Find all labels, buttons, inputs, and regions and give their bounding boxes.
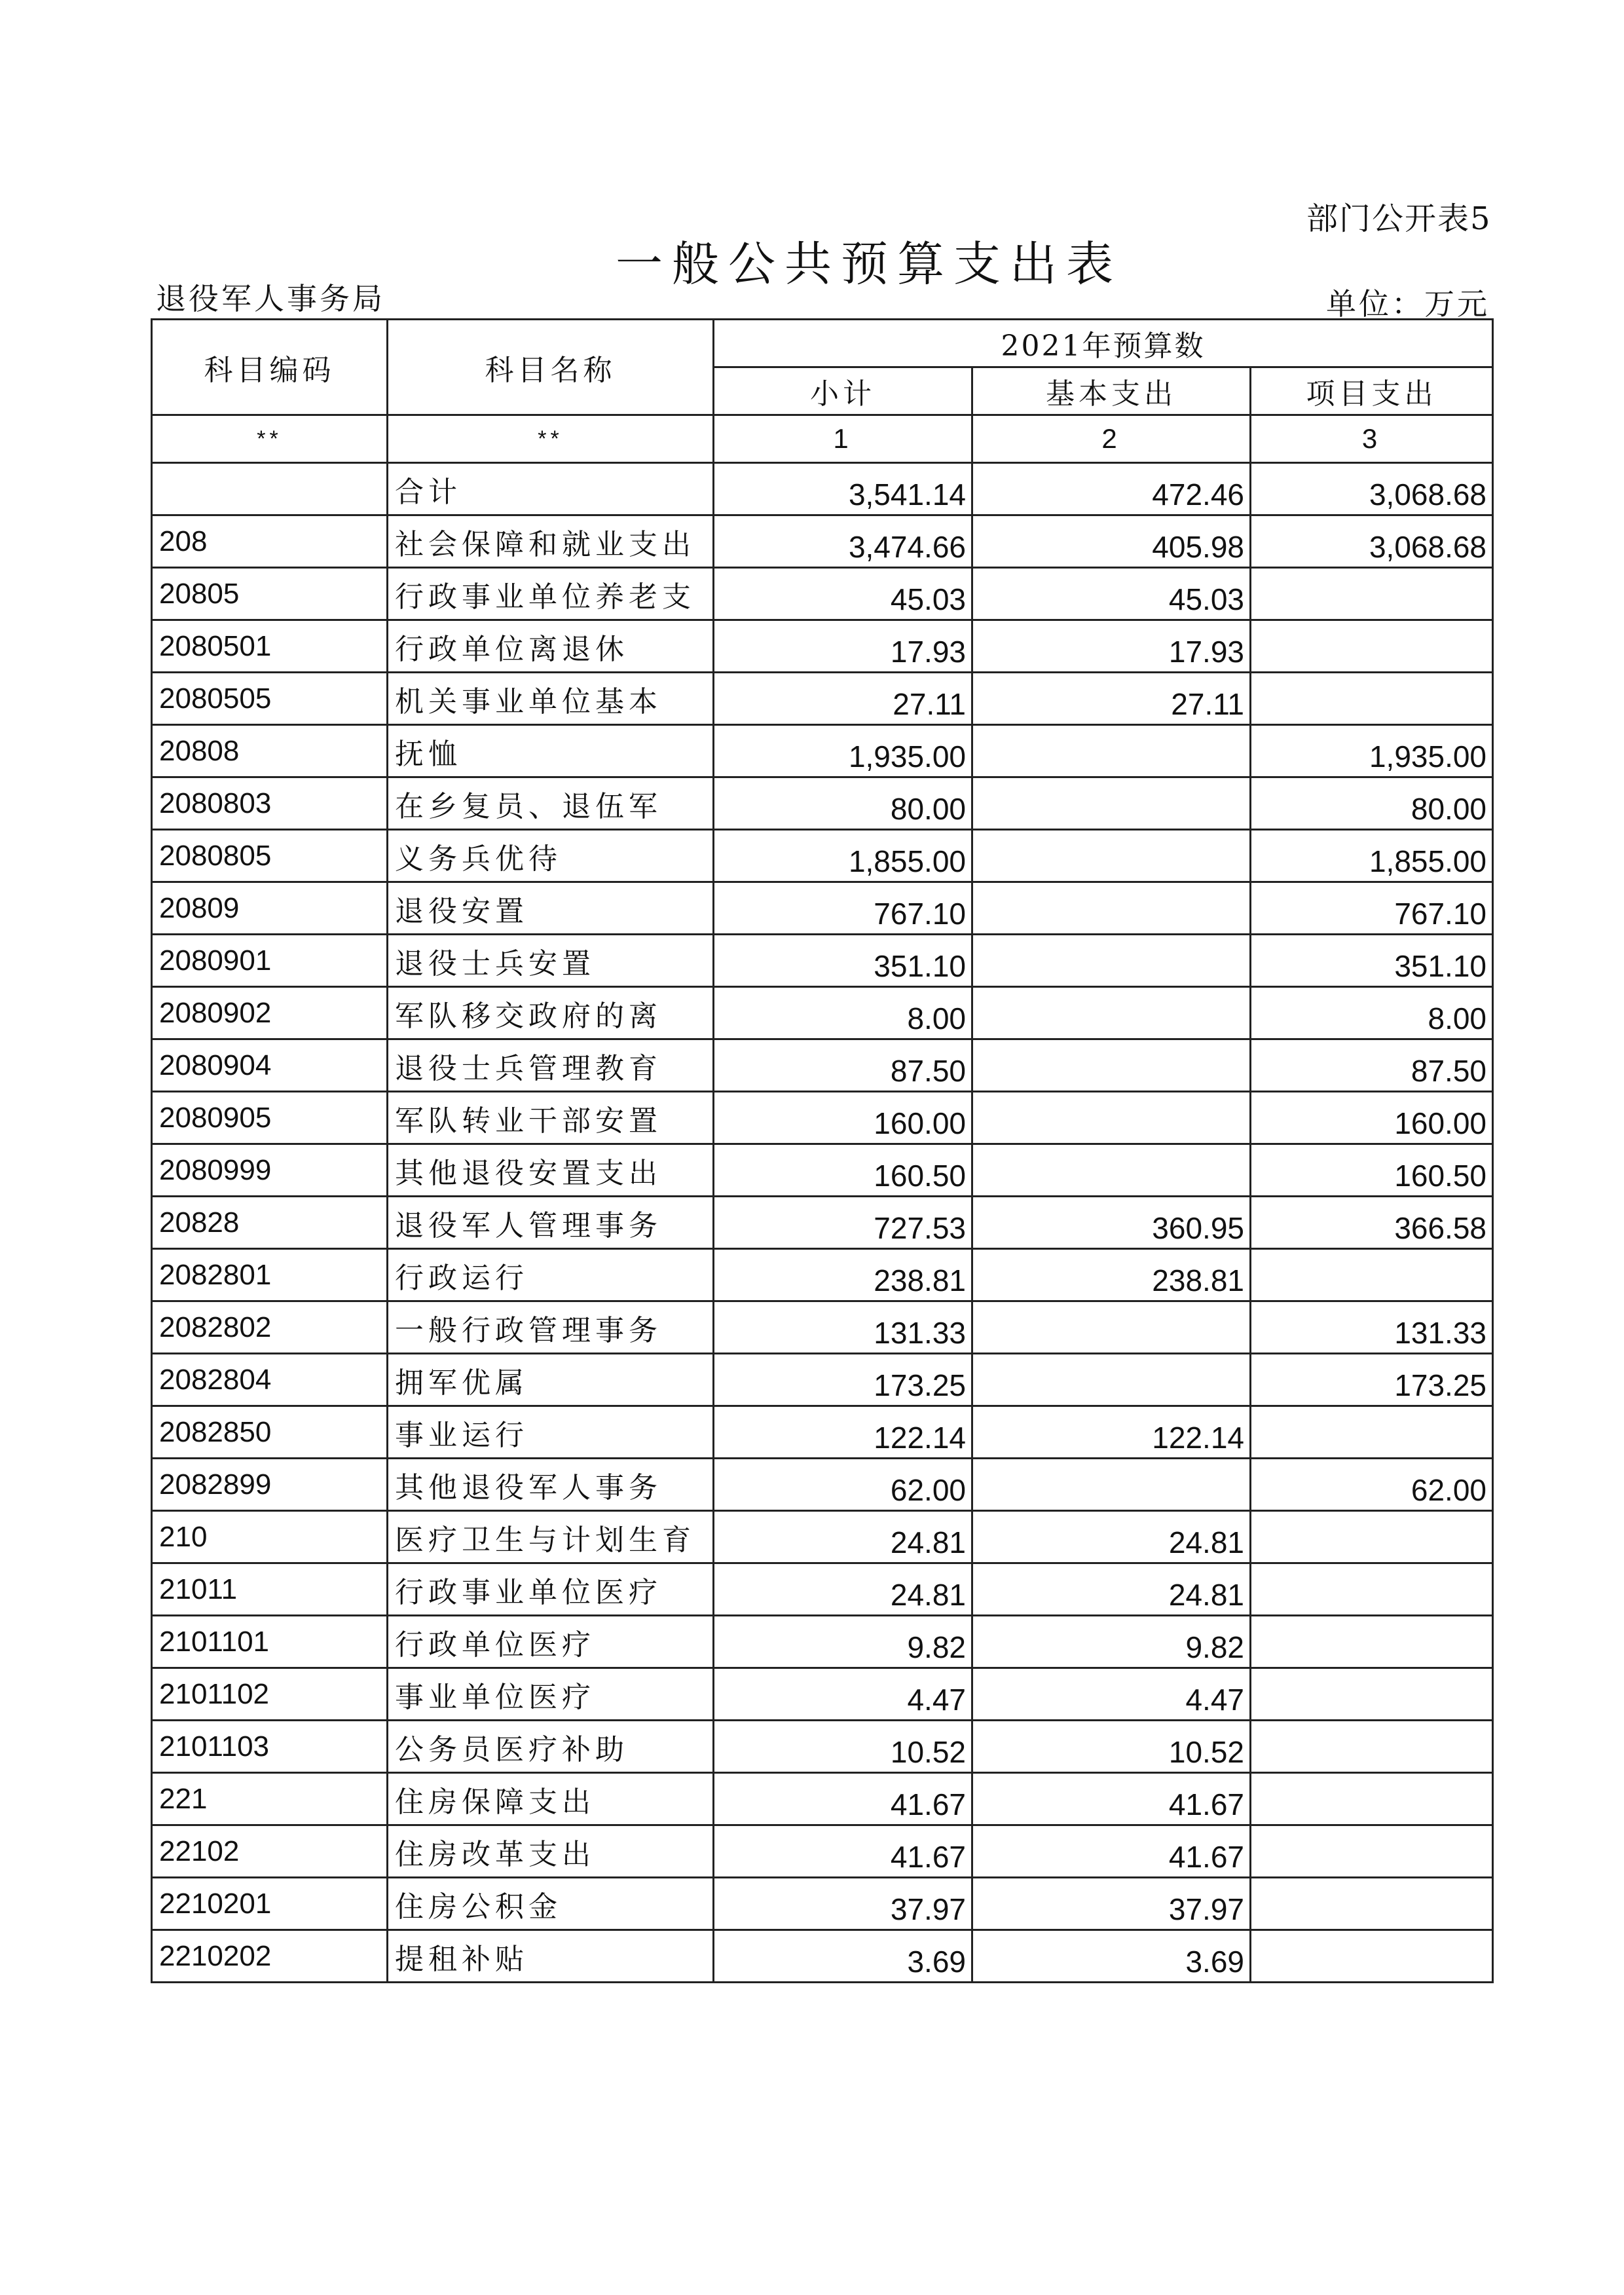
cell-basic: 405.98	[972, 515, 1251, 568]
cell-project: 80.00	[1251, 777, 1493, 830]
cell-code: 22102	[152, 1825, 388, 1878]
cell-name: 军队转业干部安置	[388, 1092, 714, 1144]
cell-name: 其他退役军人事务	[388, 1459, 714, 1511]
cell-subtotal: 62.00	[714, 1459, 972, 1511]
cell-name: 军队移交政府的离	[388, 987, 714, 1039]
cell-subtotal: 41.67	[714, 1825, 972, 1878]
table-row	[152, 1459, 1493, 1511]
index-cell-name: **	[388, 415, 714, 463]
cell-basic	[972, 1459, 1251, 1511]
cell-project: 351.10	[1251, 935, 1493, 987]
cell-basic: 41.67	[972, 1773, 1251, 1825]
table-row	[152, 515, 1493, 568]
cell-subtotal: 351.10	[714, 935, 972, 987]
table-row	[152, 1092, 1493, 1144]
cell-code: 2080505	[152, 673, 388, 725]
table-row	[152, 1144, 1493, 1197]
cell-basic: 3.69	[972, 1930, 1251, 1983]
cell-basic	[972, 1301, 1251, 1354]
cell-code: 2082899	[152, 1459, 388, 1511]
cell-name: 事业运行	[388, 1406, 714, 1459]
index-cell-2: 2	[972, 415, 1251, 463]
cell-code: 2080805	[152, 830, 388, 882]
cell-project	[1251, 1249, 1493, 1301]
cell-basic: 45.03	[972, 568, 1251, 620]
cell-project	[1251, 1721, 1493, 1773]
cell-project	[1251, 673, 1493, 725]
cell-project: 62.00	[1251, 1459, 1493, 1511]
cell-code: 20805	[152, 568, 388, 620]
cell-code: 2082802	[152, 1301, 388, 1354]
cell-name: 住房保障支出	[388, 1773, 714, 1825]
cell-basic: 360.95	[972, 1197, 1251, 1249]
cell-project: 1,855.00	[1251, 830, 1493, 882]
cell-code: 221	[152, 1773, 388, 1825]
cell-subtotal: 3,474.66	[714, 515, 972, 568]
cell-name: 行政单位医疗	[388, 1616, 714, 1668]
cell-subtotal: 173.25	[714, 1354, 972, 1406]
cell-name: 住房改革支出	[388, 1825, 714, 1878]
cell-subtotal: 27.11	[714, 673, 972, 725]
cell-code: 210	[152, 1511, 388, 1563]
cell-basic: 27.11	[972, 673, 1251, 725]
column-header-subtotal: 小计	[714, 367, 972, 415]
cell-code: 2101102	[152, 1668, 388, 1721]
cell-project	[1251, 1930, 1493, 1983]
cell-code: 2080999	[152, 1144, 388, 1197]
cell-name: 行政运行	[388, 1249, 714, 1301]
cell-project: 366.58	[1251, 1197, 1493, 1249]
cell-code: 208	[152, 515, 388, 568]
cell-code: 2080905	[152, 1092, 388, 1144]
cell-subtotal: 9.82	[714, 1616, 972, 1668]
cell-name: 行政单位离退休	[388, 620, 714, 673]
cell-subtotal: 3.69	[714, 1930, 972, 1983]
document-title: 一般公共预算支出表	[616, 236, 1123, 291]
header-row-1	[152, 320, 1493, 367]
cell-basic	[972, 830, 1251, 882]
table-row	[152, 1406, 1493, 1459]
cell-project: 87.50	[1251, 1039, 1493, 1092]
cell-subtotal: 4.47	[714, 1668, 972, 1721]
unit-label: 单位：万元	[1326, 286, 1490, 322]
table-row	[152, 1301, 1493, 1354]
table-row	[152, 463, 1493, 515]
cell-subtotal: 160.00	[714, 1092, 972, 1144]
cell-project: 131.33	[1251, 1301, 1493, 1354]
table-row	[152, 1563, 1493, 1616]
table-row	[152, 935, 1493, 987]
index-row	[152, 415, 1493, 463]
cell-basic	[972, 882, 1251, 935]
cell-name: 一般行政管理事务	[388, 1301, 714, 1354]
cell-name: 抚恤	[388, 725, 714, 777]
cell-code: 2080501	[152, 620, 388, 673]
cell-subtotal: 767.10	[714, 882, 972, 935]
cell-name: 退役安置	[388, 882, 714, 935]
cell-basic	[972, 935, 1251, 987]
cell-subtotal: 41.67	[714, 1773, 972, 1825]
cell-project	[1251, 1406, 1493, 1459]
table-row	[152, 1721, 1493, 1773]
cell-name: 行政事业单位医疗	[388, 1563, 714, 1616]
cell-code: 2080904	[152, 1039, 388, 1092]
cell-basic: 9.82	[972, 1616, 1251, 1668]
table-row	[152, 1668, 1493, 1721]
cell-name: 事业单位医疗	[388, 1668, 714, 1721]
cell-basic: 122.14	[972, 1406, 1251, 1459]
cell-code: 2082801	[152, 1249, 388, 1301]
cell-project: 160.00	[1251, 1092, 1493, 1144]
column-header-name: 科目名称	[388, 320, 714, 415]
table-row	[152, 568, 1493, 620]
cell-name: 拥军优属	[388, 1354, 714, 1406]
cell-code: 2080803	[152, 777, 388, 830]
cell-basic	[972, 777, 1251, 830]
cell-code: 2082804	[152, 1354, 388, 1406]
table-row	[152, 1039, 1493, 1092]
cell-subtotal: 3,541.14	[714, 463, 972, 515]
cell-basic: 37.97	[972, 1878, 1251, 1930]
table-row	[152, 673, 1493, 725]
cell-code: 2082850	[152, 1406, 388, 1459]
cell-subtotal: 24.81	[714, 1563, 972, 1616]
cell-subtotal: 727.53	[714, 1197, 972, 1249]
table-row	[152, 830, 1493, 882]
cell-code: 2080902	[152, 987, 388, 1039]
cell-subtotal: 17.93	[714, 620, 972, 673]
cell-basic: 17.93	[972, 620, 1251, 673]
cell-name: 退役士兵管理教育	[388, 1039, 714, 1092]
table-row	[152, 1616, 1493, 1668]
cell-name: 社会保障和就业支出	[388, 515, 714, 568]
cell-name: 公务员医疗补助	[388, 1721, 714, 1773]
cell-project	[1251, 1773, 1493, 1825]
cell-subtotal: 1,935.00	[714, 725, 972, 777]
cell-project	[1251, 1825, 1493, 1878]
table-row	[152, 1197, 1493, 1249]
cell-project: 160.50	[1251, 1144, 1493, 1197]
cell-subtotal: 238.81	[714, 1249, 972, 1301]
cell-code: 2101103	[152, 1721, 388, 1773]
budget-expenditure-table	[151, 318, 1494, 1983]
cell-name: 机关事业单位基本	[388, 673, 714, 725]
cell-subtotal: 24.81	[714, 1511, 972, 1563]
cell-project	[1251, 620, 1493, 673]
cell-subtotal: 37.97	[714, 1878, 972, 1930]
cell-basic: 10.52	[972, 1721, 1251, 1773]
cell-code: 2210201	[152, 1878, 388, 1930]
index-cell-3: 3	[1251, 415, 1493, 463]
cell-basic	[972, 1354, 1251, 1406]
column-header-code: 科目编码	[152, 320, 388, 415]
cell-basic	[972, 987, 1251, 1039]
table-row	[152, 777, 1493, 830]
cell-code: 20828	[152, 1197, 388, 1249]
cell-subtotal: 131.33	[714, 1301, 972, 1354]
cell-basic	[972, 1092, 1251, 1144]
cell-subtotal: 80.00	[714, 777, 972, 830]
cell-project	[1251, 1511, 1493, 1563]
cell-subtotal: 8.00	[714, 987, 972, 1039]
cell-basic: 24.81	[972, 1511, 1251, 1563]
cell-basic: 238.81	[972, 1249, 1251, 1301]
cell-name: 提租补贴	[388, 1930, 714, 1983]
cell-code	[152, 463, 388, 515]
cell-project	[1251, 1878, 1493, 1930]
table-row	[152, 987, 1493, 1039]
cell-project: 3,068.68	[1251, 515, 1493, 568]
cell-name: 义务兵优待	[388, 830, 714, 882]
column-header-budget-group: 2021年预算数	[714, 320, 1493, 367]
index-cell-1: 1	[714, 415, 972, 463]
cell-name: 退役军人管理事务	[388, 1197, 714, 1249]
cell-basic: 41.67	[972, 1825, 1251, 1878]
cell-code: 20808	[152, 725, 388, 777]
cell-project: 3,068.68	[1251, 463, 1493, 515]
cell-name: 在乡复员、退伍军	[388, 777, 714, 830]
cell-basic: 4.47	[972, 1668, 1251, 1721]
cell-project: 8.00	[1251, 987, 1493, 1039]
table-row	[152, 882, 1493, 935]
table-row	[152, 1354, 1493, 1406]
cell-project: 1,935.00	[1251, 725, 1493, 777]
cell-project	[1251, 1616, 1493, 1668]
cell-project	[1251, 1668, 1493, 1721]
cell-basic	[972, 1039, 1251, 1092]
cell-code: 21011	[152, 1563, 388, 1616]
cell-name: 退役士兵安置	[388, 935, 714, 987]
cell-code: 2080901	[152, 935, 388, 987]
table-body	[152, 463, 1493, 1983]
cell-subtotal: 160.50	[714, 1144, 972, 1197]
cell-subtotal: 122.14	[714, 1406, 972, 1459]
cell-basic	[972, 725, 1251, 777]
table-row	[152, 1930, 1493, 1983]
table-row	[152, 620, 1493, 673]
column-header-basic: 基本支出	[972, 367, 1251, 415]
table-row	[152, 725, 1493, 777]
cell-basic: 472.46	[972, 463, 1251, 515]
cell-code: 2210202	[152, 1930, 388, 1983]
cell-name: 合计	[388, 463, 714, 515]
cell-project: 767.10	[1251, 882, 1493, 935]
table-row	[152, 1511, 1493, 1563]
cell-name: 行政事业单位养老支	[388, 568, 714, 620]
table-row	[152, 1773, 1493, 1825]
column-header-project: 项目支出	[1251, 367, 1493, 415]
cell-name: 其他退役安置支出	[388, 1144, 714, 1197]
cell-basic: 24.81	[972, 1563, 1251, 1616]
cell-name: 医疗卫生与计划生育	[388, 1511, 714, 1563]
cell-project	[1251, 1563, 1493, 1616]
cell-code: 20809	[152, 882, 388, 935]
cell-name: 住房公积金	[388, 1878, 714, 1930]
cell-basic	[972, 1144, 1251, 1197]
table-row	[152, 1825, 1493, 1878]
cell-subtotal: 1,855.00	[714, 830, 972, 882]
cell-code: 2101101	[152, 1616, 388, 1668]
index-cell-code: **	[152, 415, 388, 463]
table-row	[152, 1878, 1493, 1930]
cell-subtotal: 87.50	[714, 1039, 972, 1092]
table-row	[152, 1249, 1493, 1301]
cell-project: 173.25	[1251, 1354, 1493, 1406]
form-number: 部门公开表5	[1306, 200, 1492, 237]
cell-subtotal: 45.03	[714, 568, 972, 620]
cell-subtotal: 10.52	[714, 1721, 972, 1773]
cell-project	[1251, 568, 1493, 620]
organization-name: 退役军人事务局	[156, 281, 385, 316]
